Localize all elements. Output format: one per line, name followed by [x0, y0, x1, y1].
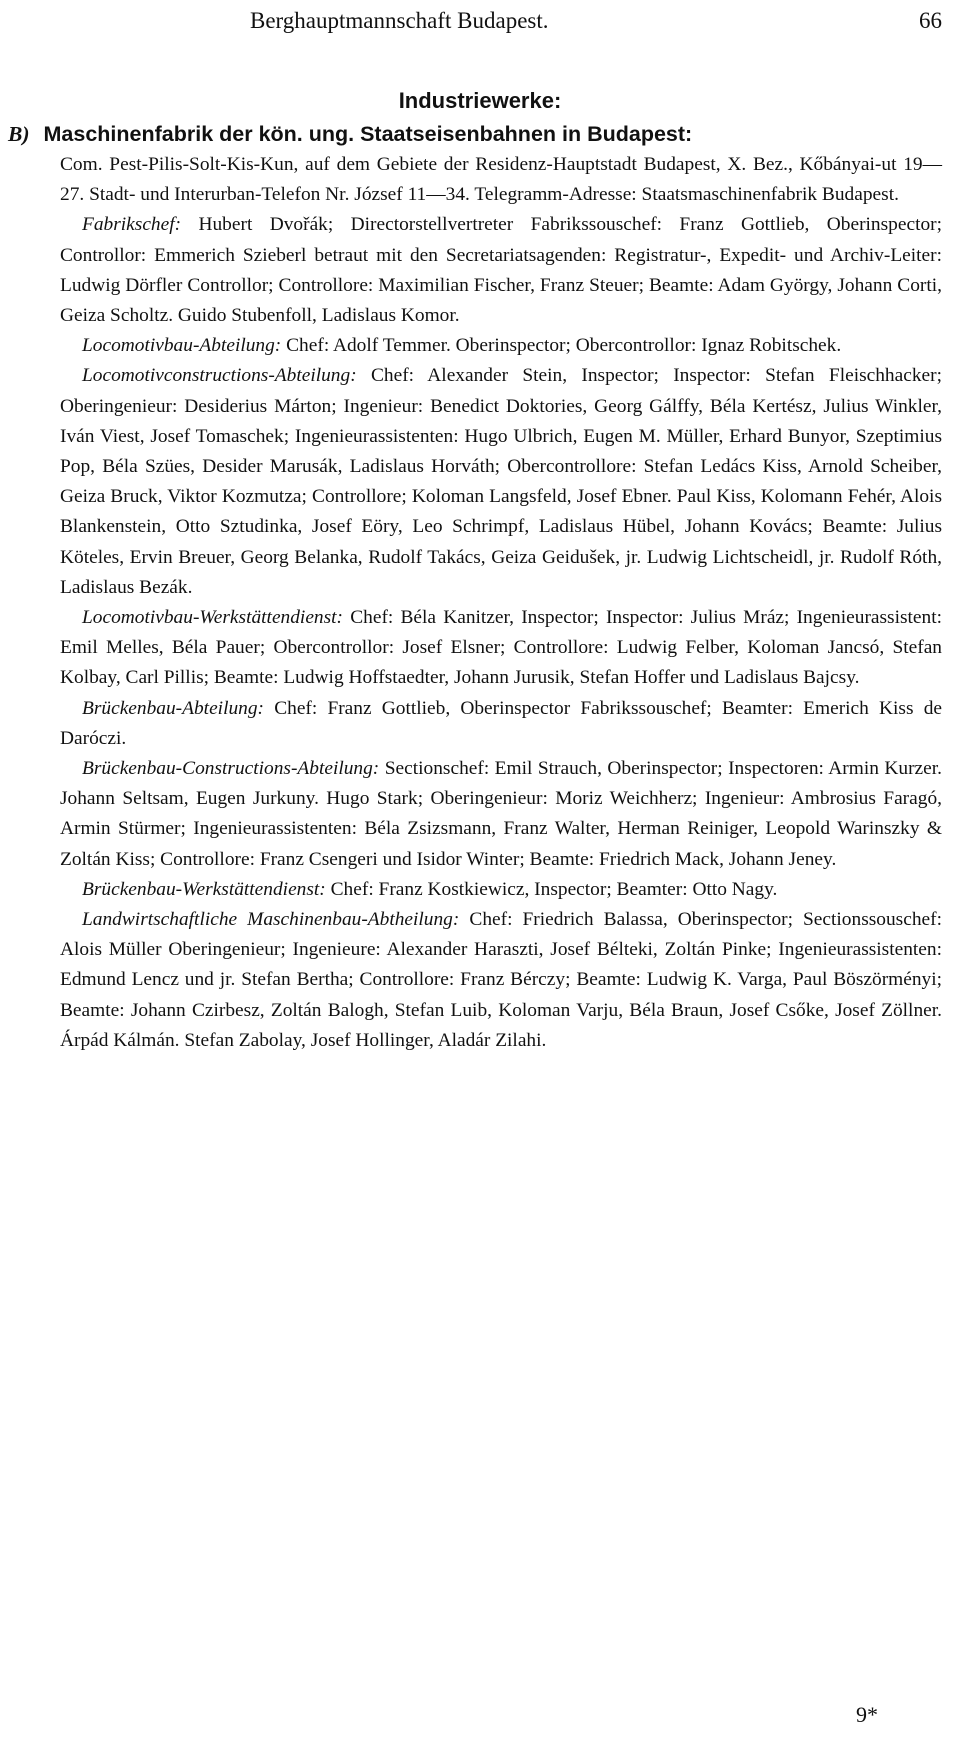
paragraph-text: Chef: Franz Gottlieb, Oberinspector Fabrikssouschef; Beamter: Emerich Kiss de Daróczi.: [60, 697, 942, 749]
entry-mark: B): [8, 122, 30, 146]
paragraph-text: Chef: Béla Kanitzer, Inspector; Inspector: Julius Mráz; Ingenieurassistent: Emil Melles, Béla Pauer; Obercontrollor: Josef Elsner; Controllore: Ludwig Felber, Koloman Jancsó, Stefan Kolbay, Carl Pillis; Beamte: Ludwig Hoffstaedter, Johann Jurusik, Stefan Hoffer und Ladislaus Bajcsy.: [60, 607, 942, 689]
running-header: [0, 8, 960, 38]
paragraph-address: [60, 150, 942, 210]
section-title: Industriewerke:: [398, 88, 562, 113]
entry-title: [8, 122, 958, 147]
paragraph-text: Sectionschef: Emil Strauch, Oberinspector; Inspectoren: Armin Kurzer. Johann Seltsam, Eugen Jurkuny. Hugo Stark; Oberingenieur: Moriz Weichherz; Ingenieur: Ambrosius Faragó, Armin Stürmer; Ingenieurassistenten: Béla Zsizsmann, Franz Walter, Herman Reiniger, Leopold Warinszky & Zoltán Kiss; Controllore: Franz Csengeri und Isidor Winter; Beamte: Friedrich Mack, Johann Jeney.: [60, 758, 942, 870]
signature-mark: 9*: [856, 1702, 878, 1727]
paragraph-brueckenbau-constructions: [60, 754, 942, 875]
page-number: 66: [919, 8, 942, 33]
paragraph-locomotiv-werkstatt: [60, 603, 942, 694]
department-heading: Brückenbau-Werkstättendienst:: [82, 878, 326, 900]
paragraph-locomotivbau: [60, 331, 942, 361]
paragraph-text: Chef: Alexander Stein, Inspector; Inspector: Stefan Fleischhacker; Oberingenieur: Desiderius Márton; Ingenieur: Benedict Doktories, Georg Gálffy, Béla Kertész, Julius Winkler, Iván Viest, Josef Tomaschek; Ingenieurassistenten: Hugo Ulbrich, Eugen M. Müller, Erhard Bunyor, Szeptimius Pop, Béla Szües, Desider Marusák, Ladislaus Horváth; Obercontrollore: Stefan Ledács Kiss, Arnold Scheiber, Geiza Bruck, Viktor Kozmutza; Controllore; Koloman Langsfeld, Josef Ebner. Paul Kiss, Kolomann Fehér, Alois Blankenstein, Otto Sztudinka, Josef Eöry, Leo Schrimpf, Ladislaus Hübel, Johann Kovács; Beamte: Julius Köteles, Ervin Breuer, Georg Belanka, Rudolf Takács, Geiza Geidušek, jr. Ludwig Lichtscheidl, jr. Rudolf Róth, Ladislaus Bezák.: [60, 365, 942, 598]
department-heading: Locomotivbau-Werkstättendienst:: [82, 607, 344, 629]
body-text: [60, 150, 942, 1056]
department-heading: Locomotivconstructions-Abteilung:: [82, 365, 357, 387]
department-heading: Fabrikschef:: [82, 214, 182, 236]
paragraph-fabrikschef: [60, 210, 942, 331]
header-title: Berghauptmannschaft Budapest.: [250, 8, 549, 33]
entry-title-text: Maschinenfabrik der kön. ung. Staatseisenbahnen in Budapest:: [43, 122, 693, 146]
department-heading: Brückenbau-Abteilung:: [82, 697, 264, 719]
paragraph-brueckenbau-werkstatt: [60, 875, 942, 905]
paragraph-locomotivconstructions: [60, 361, 942, 603]
paragraph-text: Chef: Adolf Temmer. Oberinspector; Obercontrollor: Ignaz Robitschek.: [286, 335, 842, 357]
paragraph-landwirtschaft: [60, 905, 942, 1056]
paragraph-text: Hubert Dvořák; Directorstellvertreter Fabrikssouschef: Franz Gottlieb, Oberinspector; Controllor: Emmerich Szieberl betraut mit den Secretariatsagenden: Registratur-, Expedit- und Archiv-Leiter: Ludwig Dörfler Controllor; Controllore: Maximilian Fischer, Franz Steuer; Beamte: Adam György, Johann Corti, Geiza Scholtz. Guido Stubenfoll, Ladislaus Komor.: [60, 214, 942, 327]
department-heading: Brückenbau-Constructions-Abteilung:: [82, 758, 380, 780]
paragraph-brueckenbau: [60, 694, 942, 754]
department-heading: Locomotivbau-Abteilung:: [82, 335, 282, 357]
paragraph-text: Chef: Friedrich Balassa, Oberinspector; Sectionssouschef: Alois Müller Oberingenieur; Ingenieure: Alexander Haraszti, Josef Bélteki, Zoltán Pinke; Ingenieurassistenten: Edmund Lencz und jr. Stefan Bertha; Controllore: Franz Bérczy; Beamte: Ludwig K. Varga, Paul Böszörményi; Beamte: Johann Czirbesz, Zoltán Balogh, Stefan Luib, Koloman Varju, Béla Braun, Josef Csőke, Josef Zöllner. Árpád Kálmán. Stefan Zabolay, Josef Hollinger, Aladár Zilahi.: [60, 909, 942, 1051]
department-heading: Landwirtschaftliche Maschinenbau-Abtheilung:: [82, 909, 460, 931]
paragraph-text: Chef: Franz Kostkiewicz, Inspector; Beamter: Otto Nagy.: [330, 878, 778, 900]
paragraph-text: Com. Pest-Pilis-Solt-Kis-Kun, auf dem Gebiete der Residenz-Hauptstadt Budapest, X. Bez., Kőbányai-ut 19—27. Stadt- und Interurban-Telefon Nr. József 11—34. Telegramm-Adresse: Staatsmaschinenfabrik Budapest.: [60, 154, 942, 206]
